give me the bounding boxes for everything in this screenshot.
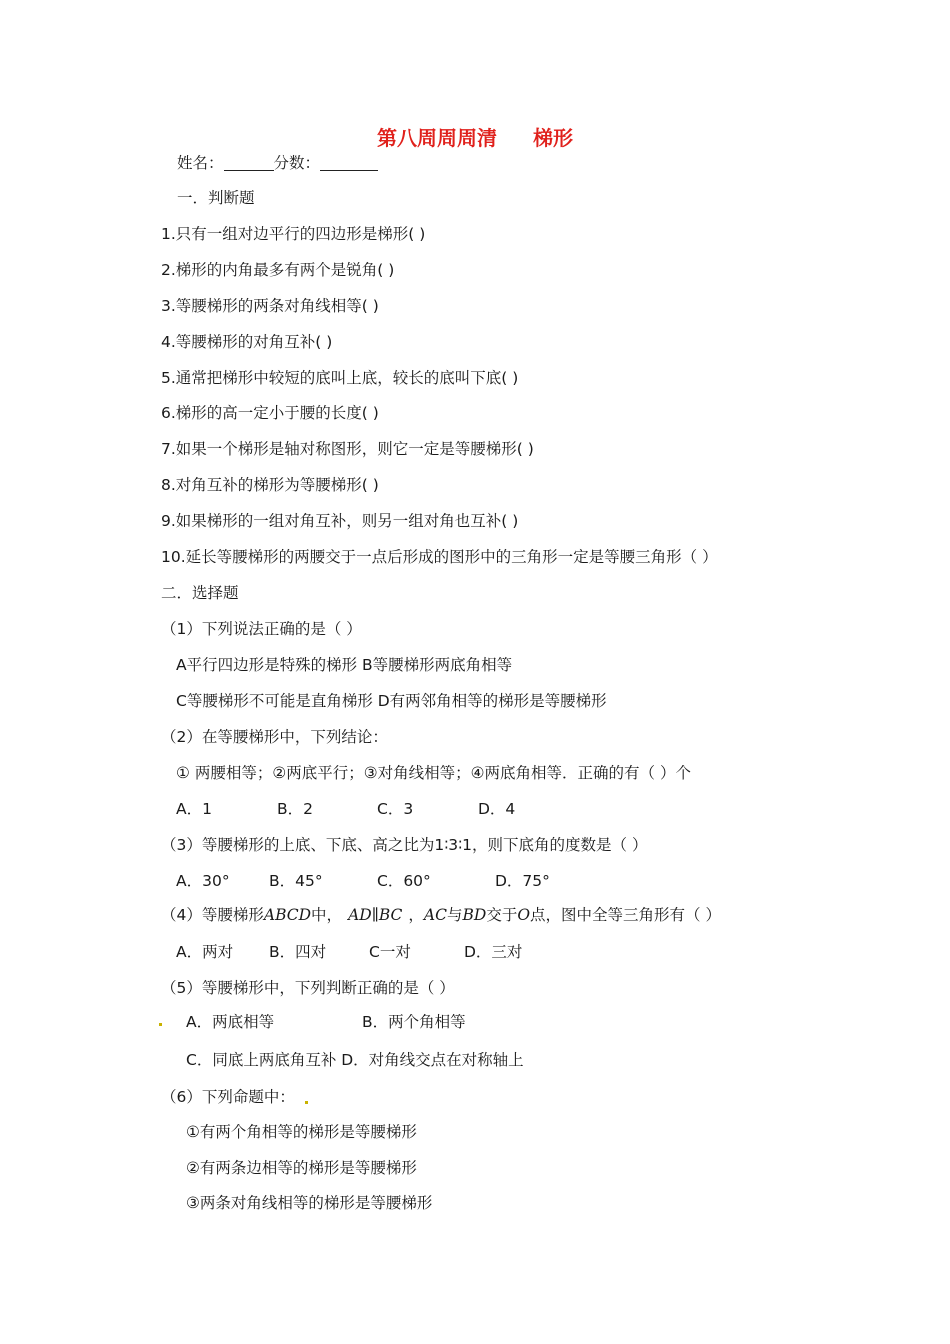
judge-item-7: 7.如果一个梯形是轴对称图形，则它一定是等腰梯形( ) [161,440,534,458]
q4-stem-text-c: ， [408,906,424,924]
q3-option-d: D．75° [495,872,550,890]
q4-var-bd: BD [462,906,487,924]
section2-heading: 二．选择题 [161,584,239,602]
judge-item-1: 1.只有一组对边平行的四边形是梯形( ) [161,225,426,243]
score-label: 分数： [273,154,321,172]
q3-option-a: A．30° [176,872,230,890]
q4-option-b: B．四对 [269,943,327,961]
q4-stem [161,905,721,925]
title-topic: 梯形 [533,126,573,150]
judge-item-6: 6.梯形的高一定小于腰的长度( ) [161,404,379,422]
q5-option-a: A．两底相等 [186,1013,275,1031]
judge-item-4: 4.等腰梯形的对角互补( ) [161,333,333,351]
q4-stem-text-e: 交于 [486,906,518,924]
q4-option-d: D．三对 [464,943,523,961]
q2-option-a: A．1 [176,800,212,818]
q2-option-b: B．2 [277,800,313,818]
page-title [0,125,950,151]
q3-stem: （3）等腰梯形的上底、下底、高之比为1∶3∶1，则下底角的度数是（ ） [161,836,648,854]
q4-stem-text-a: （4）等腰梯形 [161,906,264,924]
q1-options-line1: A平行四边形是特殊的梯形 B等腰梯形两底角相等 [176,656,513,674]
stray-dot-mark [159,1023,162,1026]
section1-heading: 一．判断题 [177,189,255,207]
q3-option-c: C．60° [377,872,431,890]
judge-item-2: 2.梯形的内角最多有两个是锐角( ) [161,261,395,279]
stray-dot-mark [305,1101,308,1104]
judge-item-8: 8.对角互补的梯形为等腰梯形( ) [161,476,379,494]
q6-stem: （6）下列命题中： [161,1088,295,1106]
q6-item-2: ②有两条边相等的梯形是等腰梯形 [186,1159,417,1177]
q2-statements: ① 两腰相等；②两底平行；③对角线相等；④两底角相等．正确的有（ ）个 [176,764,691,782]
judge-item-10: 10.延长等腰梯形的两腰交于一点后形成的图形中的三角形一定是等腰三角形（ ） [161,548,718,566]
judge-item-5: 5.通常把梯形中较短的底叫上底，较长的底叫下底( ) [161,369,519,387]
q2-option-c: C．3 [377,800,414,818]
q4-stem-text-f: 点，图中全等三角形有（ ） [530,906,721,924]
title-main: 第八周周周清 [377,126,497,150]
q2-stem: （2）在等腰梯形中，下列结论： [161,728,388,746]
q1-stem: （1）下列说法正确的是（ ） [161,620,362,638]
q4-stem-text-b: 中， [311,906,343,924]
student-info-row [177,153,378,173]
q3-option-b: B．45° [269,872,323,890]
judge-item-3: 3.等腰梯形的两条对角线相等( ) [161,297,379,315]
judge-item-9: 9.如果梯形的一组对角互补，则另一组对角也互补( ) [161,512,519,530]
name-label: 姓名： [177,154,224,172]
q5-option-b: B．两个角相等 [362,1013,466,1031]
q4-stem-text-d: 与 [446,906,463,924]
q4-option-a: A．两对 [176,943,234,961]
q6-item-3: ③两条对角线相等的梯形是等腰梯形 [186,1194,433,1212]
q4-var-ad-parallel-bc: AD∥BC [348,906,403,924]
q1-options-line2: C等腰梯形不可能是直角梯形 D有两邻角相等的梯形是等腰梯形 [176,692,607,710]
q4-var-ac: AC [423,906,447,924]
q5-options-line2: C．同底上两底角互补 D．对角线交点在对称轴上 [186,1051,524,1069]
q4-var-abcd: ABCD [263,906,312,924]
q2-option-d: D．4 [478,800,516,818]
q4-var-o: O [517,906,531,924]
q5-stem: （5）等腰梯形中，下列判断正确的是（ ） [161,979,455,997]
score-blank[interactable] [320,154,378,171]
q4-option-c: C一对 [369,943,411,961]
q6-item-1: ①有两个角相等的梯形是等腰梯形 [186,1123,417,1141]
name-blank[interactable] [224,154,274,171]
